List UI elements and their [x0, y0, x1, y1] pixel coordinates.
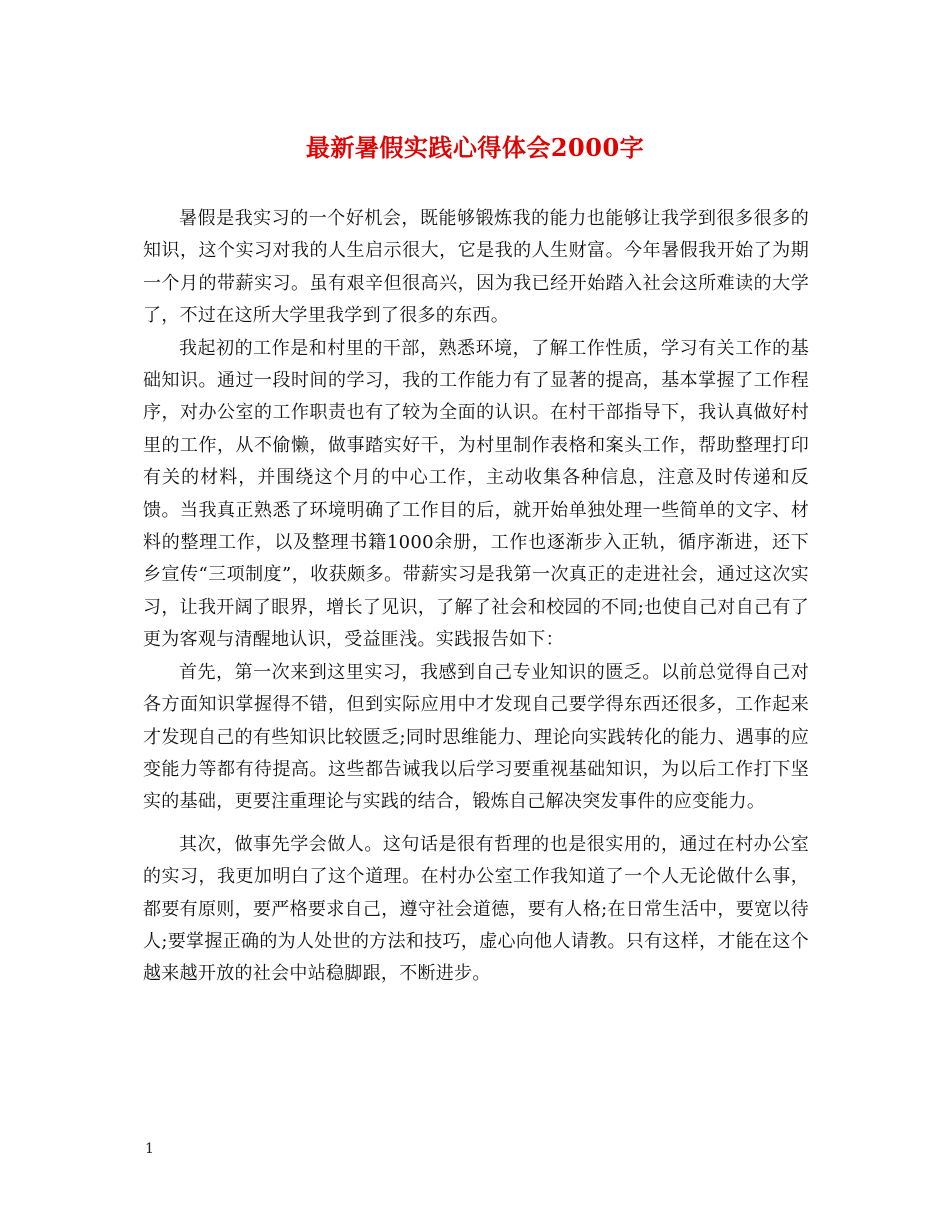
document-title: 最新暑假实践心得体会2000字 [305, 133, 645, 162]
paragraph-work: 我起初的工作是和村里的干部，熟悉环境，了解工作性质，学习有关工作的基础知识。通过一段时间的学习，我的工作能力有了显著的提高，基本掌握了工作程序，对办公室的工作职责也有了较为全面的认识。在村干部指导下，我认真做好村里的工作，从不偷懒，做事踏实好干，为村里制作表格和案头工作，帮助整理打印有关的材料，并围绕这个月的中心工作，主动收集各种信息，注意及时传递和反馈。当我真正熟悉了环境明确了工作目的后，就开始单独处理一些简单的文字、材料的整理工作，以及整理书籍1000余册，工作也逐渐步入正轨，循序渐进，还下乡宣传“三项制度”，收获颇多。带薪实习是我第一次真正的走进社会，通过这次实习，让我开阔了眼界，增长了见识，了解了社会和校园的不同;也使自己对自己有了更为客观与清醒地认识，受益匪浅。实践报告如下： [143, 337, 809, 651]
paragraph-intro: 暑假是我实习的一个好机会，既能够锻炼我的能力也能够让我学到很多很多的知识，这个实习对我的人生启示很大，它是我的人生财富。今年暑假我开始了为期一个月的带薪实习。虽有艰辛但很高兴，因为我已经开始踏入社会这所难读的大学了，不过在这所大学里我学到了很多的东西。 [143, 208, 809, 327]
page-number: 1 [145, 1141, 154, 1157]
paragraph-first: 首先，第一次来到这里实习，我感到自己专业知识的匮乏。以前总觉得自己对各方面知识掌握得不错，但到实际应用中才发现自己要学得东西还很多，工作起来才发现自己的有些知识比较匮乏;同时思维能力、理论向实践转化的能力、遇事的应变能力等都有待提高。这些都告诫我以后学习要重视基础知识，为以后工作打下坚实的基础，更要注重理论与实践的结合，锻炼自己解决突发事件的应变能力。 [143, 661, 809, 813]
document-body [143, 203, 809, 991]
paragraph-second: 其次，做事先学会做人。这句话是很有哲理的也是很实用的，通过在村办公室的实习，我更加明白了这个道理。在村办公室工作我知道了一个人无论做什么事，都要有原则，要严格要求自己，遵守社会道德，要有人格;在日常生活中，要宽以待人;要掌握正确的为人处世的方法和技巧，虚心向他人请教。只有这样，才能在这个越来越开放的社会中站稳脚跟，不断进步。 [143, 833, 809, 985]
